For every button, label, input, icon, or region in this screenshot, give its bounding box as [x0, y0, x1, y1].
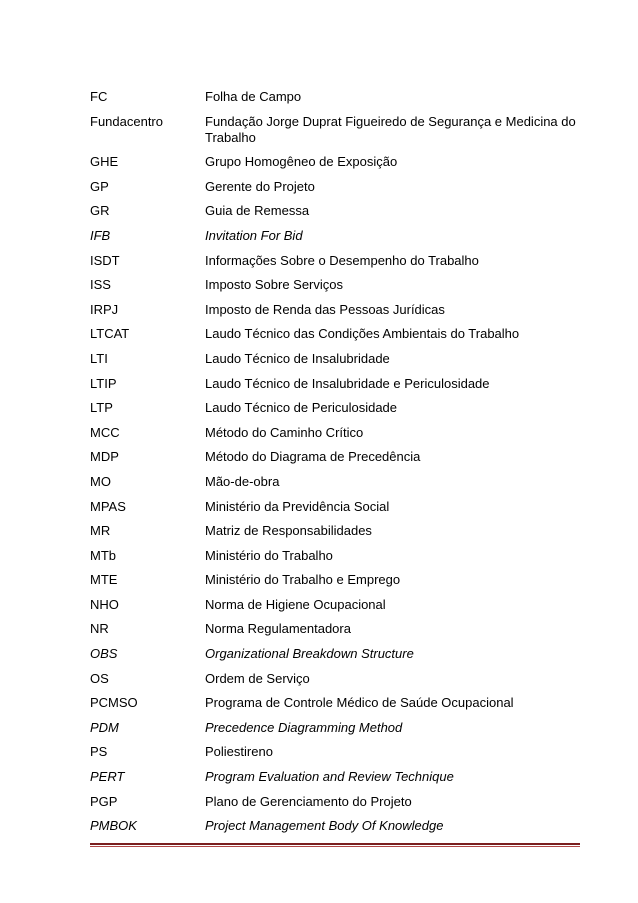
abbreviation-row [90, 114, 590, 146]
abbreviation-meaning: Norma Regulamentadora [205, 621, 351, 637]
abbreviation-term: PGP [90, 793, 118, 809]
abbreviation-term: PMBOK [90, 818, 137, 834]
abbreviation-meaning: Folha de Campo [205, 89, 302, 104]
abbreviation-term: PS [90, 744, 108, 760]
abbreviation-row [90, 621, 590, 637]
abbreviation-row [90, 794, 590, 810]
abbreviation-meaning: Norma de Higiene Ocupacional [205, 596, 386, 612]
abbreviation-term: MCC [90, 424, 120, 440]
abbreviation-term: LTI [90, 350, 108, 366]
abbreviation-term: PERT [90, 769, 125, 785]
abbreviation-row [90, 400, 590, 416]
abbreviation-row [90, 302, 590, 318]
abbreviation-meaning: Informações Sobre o Desempenho do Trabalho [205, 252, 479, 268]
abbreviation-row [90, 818, 590, 834]
abbreviation-term: LTP [90, 400, 113, 416]
abbreviation-term: PDM [90, 719, 119, 735]
abbreviation-term: IRPJ [90, 301, 119, 317]
abbreviation-meaning: Laudo Técnico de Insalubridade [205, 350, 390, 366]
abbreviation-row [90, 253, 590, 269]
abbreviation-list [90, 89, 590, 843]
abbreviation-row [90, 326, 590, 342]
abbreviation-meaning: Laudo Técnico das Condições Ambientais do Trabalho [205, 326, 520, 342]
abbreviation-row [90, 203, 590, 219]
abbreviation-term: OS [90, 670, 109, 686]
abbreviation-meaning: Imposto de Renda das Pessoas Jurídicas [205, 301, 445, 317]
abbreviation-term: LTCAT [90, 326, 130, 342]
abbreviation-meaning: Invitation For Bid [205, 227, 303, 243]
abbreviation-meaning: Laudo Técnico de Periculosidade [205, 400, 398, 416]
abbreviation-row [90, 425, 590, 441]
abbreviation-term: PCMSO [90, 695, 138, 711]
abbreviation-term: LTIP [90, 375, 117, 391]
abbreviation-term: FC [90, 89, 108, 104]
abbreviation-row [90, 769, 590, 785]
abbreviation-meaning: Laudo Técnico de Insalubridade e Periculosidade [205, 375, 490, 391]
abbreviation-meaning: Project Management Body Of Knowledge [205, 818, 444, 834]
abbreviation-term: MTb [90, 547, 116, 563]
abbreviation-meaning: Program Evaluation and Review Technique [205, 769, 454, 785]
abbreviation-meaning: Plano de Gerenciamento do Projeto [205, 793, 412, 809]
abbreviation-term: ISS [90, 277, 111, 293]
abbreviation-row [90, 376, 590, 392]
footer-rule [90, 843, 580, 847]
abbreviation-term: IFB [90, 227, 111, 243]
abbreviation-term: GHE [90, 154, 119, 170]
abbreviation-row [90, 572, 590, 588]
abbreviation-term: GP [90, 178, 109, 194]
abbreviation-row [90, 646, 590, 662]
abbreviation-meaning: Organizational Breakdown Structure [205, 646, 414, 662]
footer-rule-light-line [90, 846, 580, 847]
abbreviation-row [90, 720, 590, 736]
abbreviation-term: OBS [90, 646, 118, 662]
abbreviation-row [90, 89, 590, 105]
abbreviation-meaning: Ministério da Previdência Social [205, 498, 390, 514]
abbreviation-row [90, 277, 590, 293]
abbreviation-meaning: Ordem de Serviço [205, 670, 310, 686]
abbreviation-row [90, 449, 590, 465]
abbreviation-meaning: Imposto Sobre Serviços [205, 277, 344, 293]
abbreviation-row [90, 695, 590, 711]
abbreviation-meaning: Gerente do Projeto [205, 178, 315, 194]
abbreviation-term: NR [90, 621, 109, 637]
abbreviation-row [90, 179, 590, 195]
abbreviation-term: MDP [90, 449, 119, 465]
abbreviation-row [90, 671, 590, 687]
abbreviation-meaning: Matriz de Responsabilidades [205, 523, 372, 539]
abbreviation-row [90, 744, 590, 760]
abbreviation-term: MPAS [90, 498, 126, 514]
abbreviation-meaning: Poliestireno [205, 744, 273, 760]
abbreviation-meaning: Grupo Homogêneo de Exposição [205, 154, 398, 170]
abbreviation-meaning: Mão-de-obra [205, 473, 280, 489]
abbreviation-term: NHO [90, 596, 119, 612]
abbreviation-meaning: Guia de Remessa [205, 203, 310, 219]
abbreviation-meaning: Método do Caminho Crítico [205, 424, 364, 440]
abbreviation-term: GR [90, 203, 110, 219]
abbreviation-meaning: Ministério do Trabalho e Emprego [205, 572, 401, 588]
abbreviation-row [90, 597, 590, 613]
abbreviation-term: MR [90, 523, 111, 539]
footer-rule-dark-line [90, 843, 580, 845]
abbreviation-meaning: Ministério do Trabalho [205, 547, 333, 563]
abbreviation-meaning: Método do Diagrama de Precedência [205, 449, 421, 465]
abbreviation-row [90, 548, 590, 564]
abbreviation-term: Fundacentro [90, 113, 163, 129]
abbreviation-row [90, 228, 590, 244]
abbreviation-meaning: Programa de Controle Médico de Saúde Ocupacional [205, 695, 514, 711]
abbreviation-row [90, 474, 590, 490]
abbreviation-term: MTE [90, 572, 118, 588]
abbreviation-row [90, 499, 590, 515]
abbreviation-meaning: Fundação Jorge Duprat Figueiredo de Segurança e Medicina do Trabalho [205, 113, 576, 145]
abbreviation-term: MO [90, 473, 111, 489]
abbreviation-row [90, 351, 590, 367]
abbreviation-meaning: Precedence Diagramming Method [205, 719, 403, 735]
abbreviation-row [90, 523, 590, 539]
abbreviation-row [90, 154, 590, 170]
abbreviation-term: ISDT [90, 252, 120, 268]
